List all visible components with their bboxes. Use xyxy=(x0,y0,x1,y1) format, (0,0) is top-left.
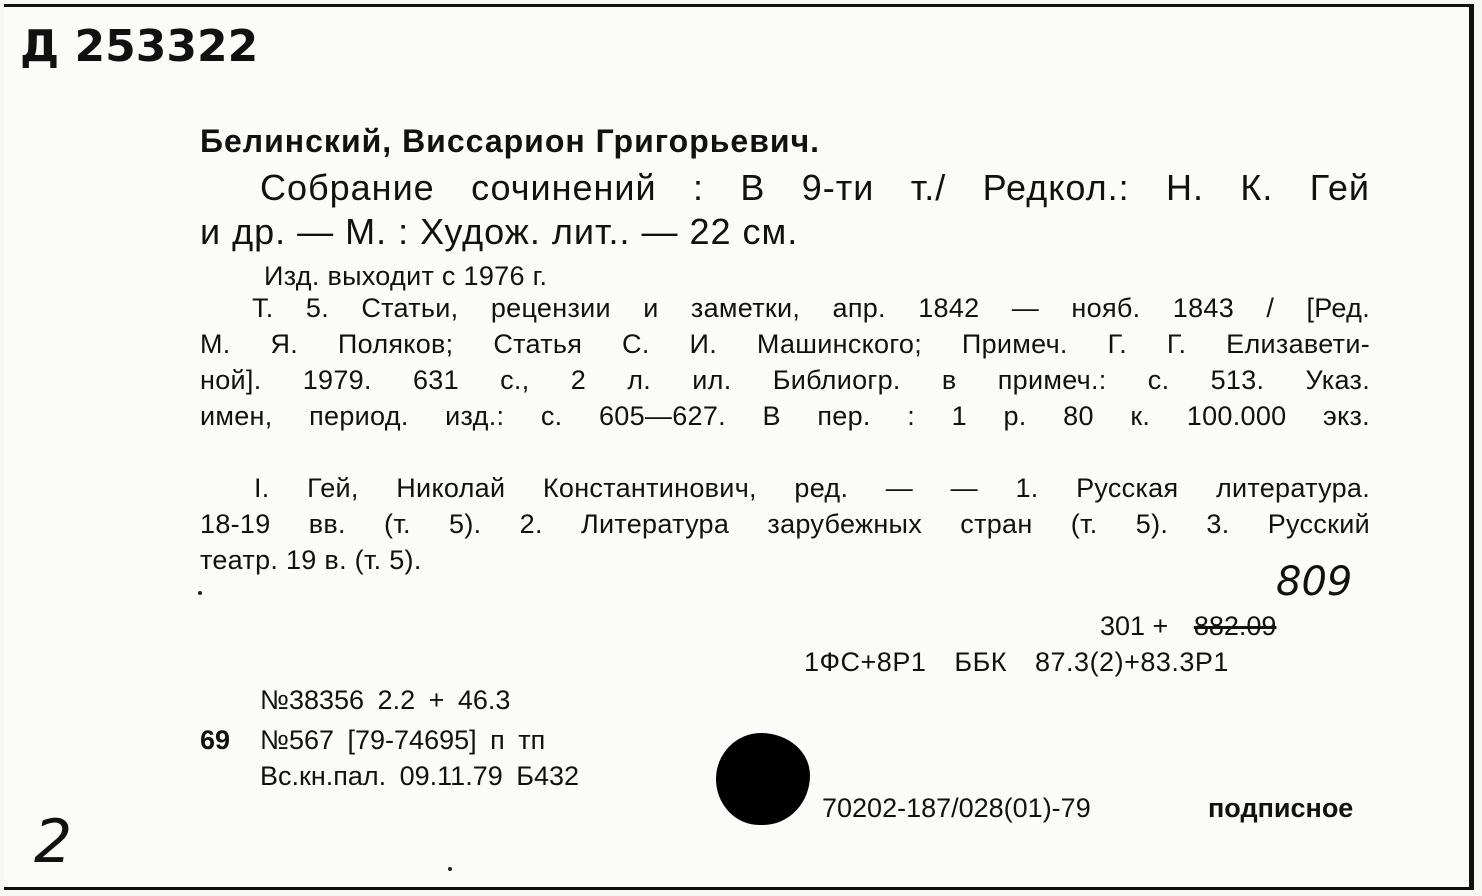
catalog-card xyxy=(4,4,1474,890)
edition-note: Изд. выходит с 1976 г. xyxy=(264,261,548,291)
publisher-code: 70202-187/028(01)-79 xyxy=(822,793,1091,823)
tracing-line: I. Гей, Николай Константинович, ред. — — 1. Русская литература. xyxy=(254,473,1370,503)
order-line-3: Вс.кн.пал. 09.11.79 Б432 xyxy=(260,761,579,791)
ink-blot xyxy=(716,733,810,825)
title-line-2: и др. — М. : Худож. лит.. — 22 см. xyxy=(200,211,799,252)
handwritten-class-number: 809 xyxy=(1276,559,1353,605)
class-number: 301 + xyxy=(1100,611,1169,641)
catalog-number: Д 253322 xyxy=(20,21,259,72)
order-line-2: №567 [79-74695] п тп xyxy=(260,725,546,755)
author-heading: Белинский, Виссарион Григорьевич. xyxy=(200,123,821,159)
struck-class-number: 882.09 xyxy=(1193,611,1277,641)
bbk-line: 1ФС+8Р1 ББК 87.3(2)+83.3Р1 xyxy=(804,647,1229,677)
volume-line: имен, период. изд.: с. 605—627. В пер. : 1 р. 80 к. 100.000 экз. xyxy=(200,401,1370,431)
volume-line: М. Я. Поляков; Статья С. И. Машинского; Примеч. Г. Г. Елизавети- xyxy=(200,329,1370,359)
volume-line: ной]. 1979. 631 с., 2 л. ил. Библиогр. в примеч.: с. 513. Указ. xyxy=(200,365,1370,395)
subscription-note: подписное xyxy=(1208,793,1354,823)
tracing-line: 18-19 вв. (т. 5). 2. Литература зарубежных стран (т. 5). 3. Русский xyxy=(200,509,1370,539)
speck xyxy=(198,591,202,595)
speck xyxy=(448,867,452,871)
order-line-1: №38356 2.2 + 46.3 xyxy=(260,685,511,715)
title-line-1: Собрание сочинений : В 9-ти т./ Редкол.: Н. К. Гей xyxy=(260,167,1370,208)
tracing-line: театр. 19 в. (т. 5). xyxy=(200,545,422,575)
order-prefix: 69 xyxy=(200,725,231,755)
class-line xyxy=(1100,611,1276,642)
corner-handwritten-mark: 2 xyxy=(34,807,73,877)
volume-line: Т. 5. Статьи, рецензии и заметки, апр. 1842 — нояб. 1843 / [Ред. xyxy=(252,293,1370,323)
